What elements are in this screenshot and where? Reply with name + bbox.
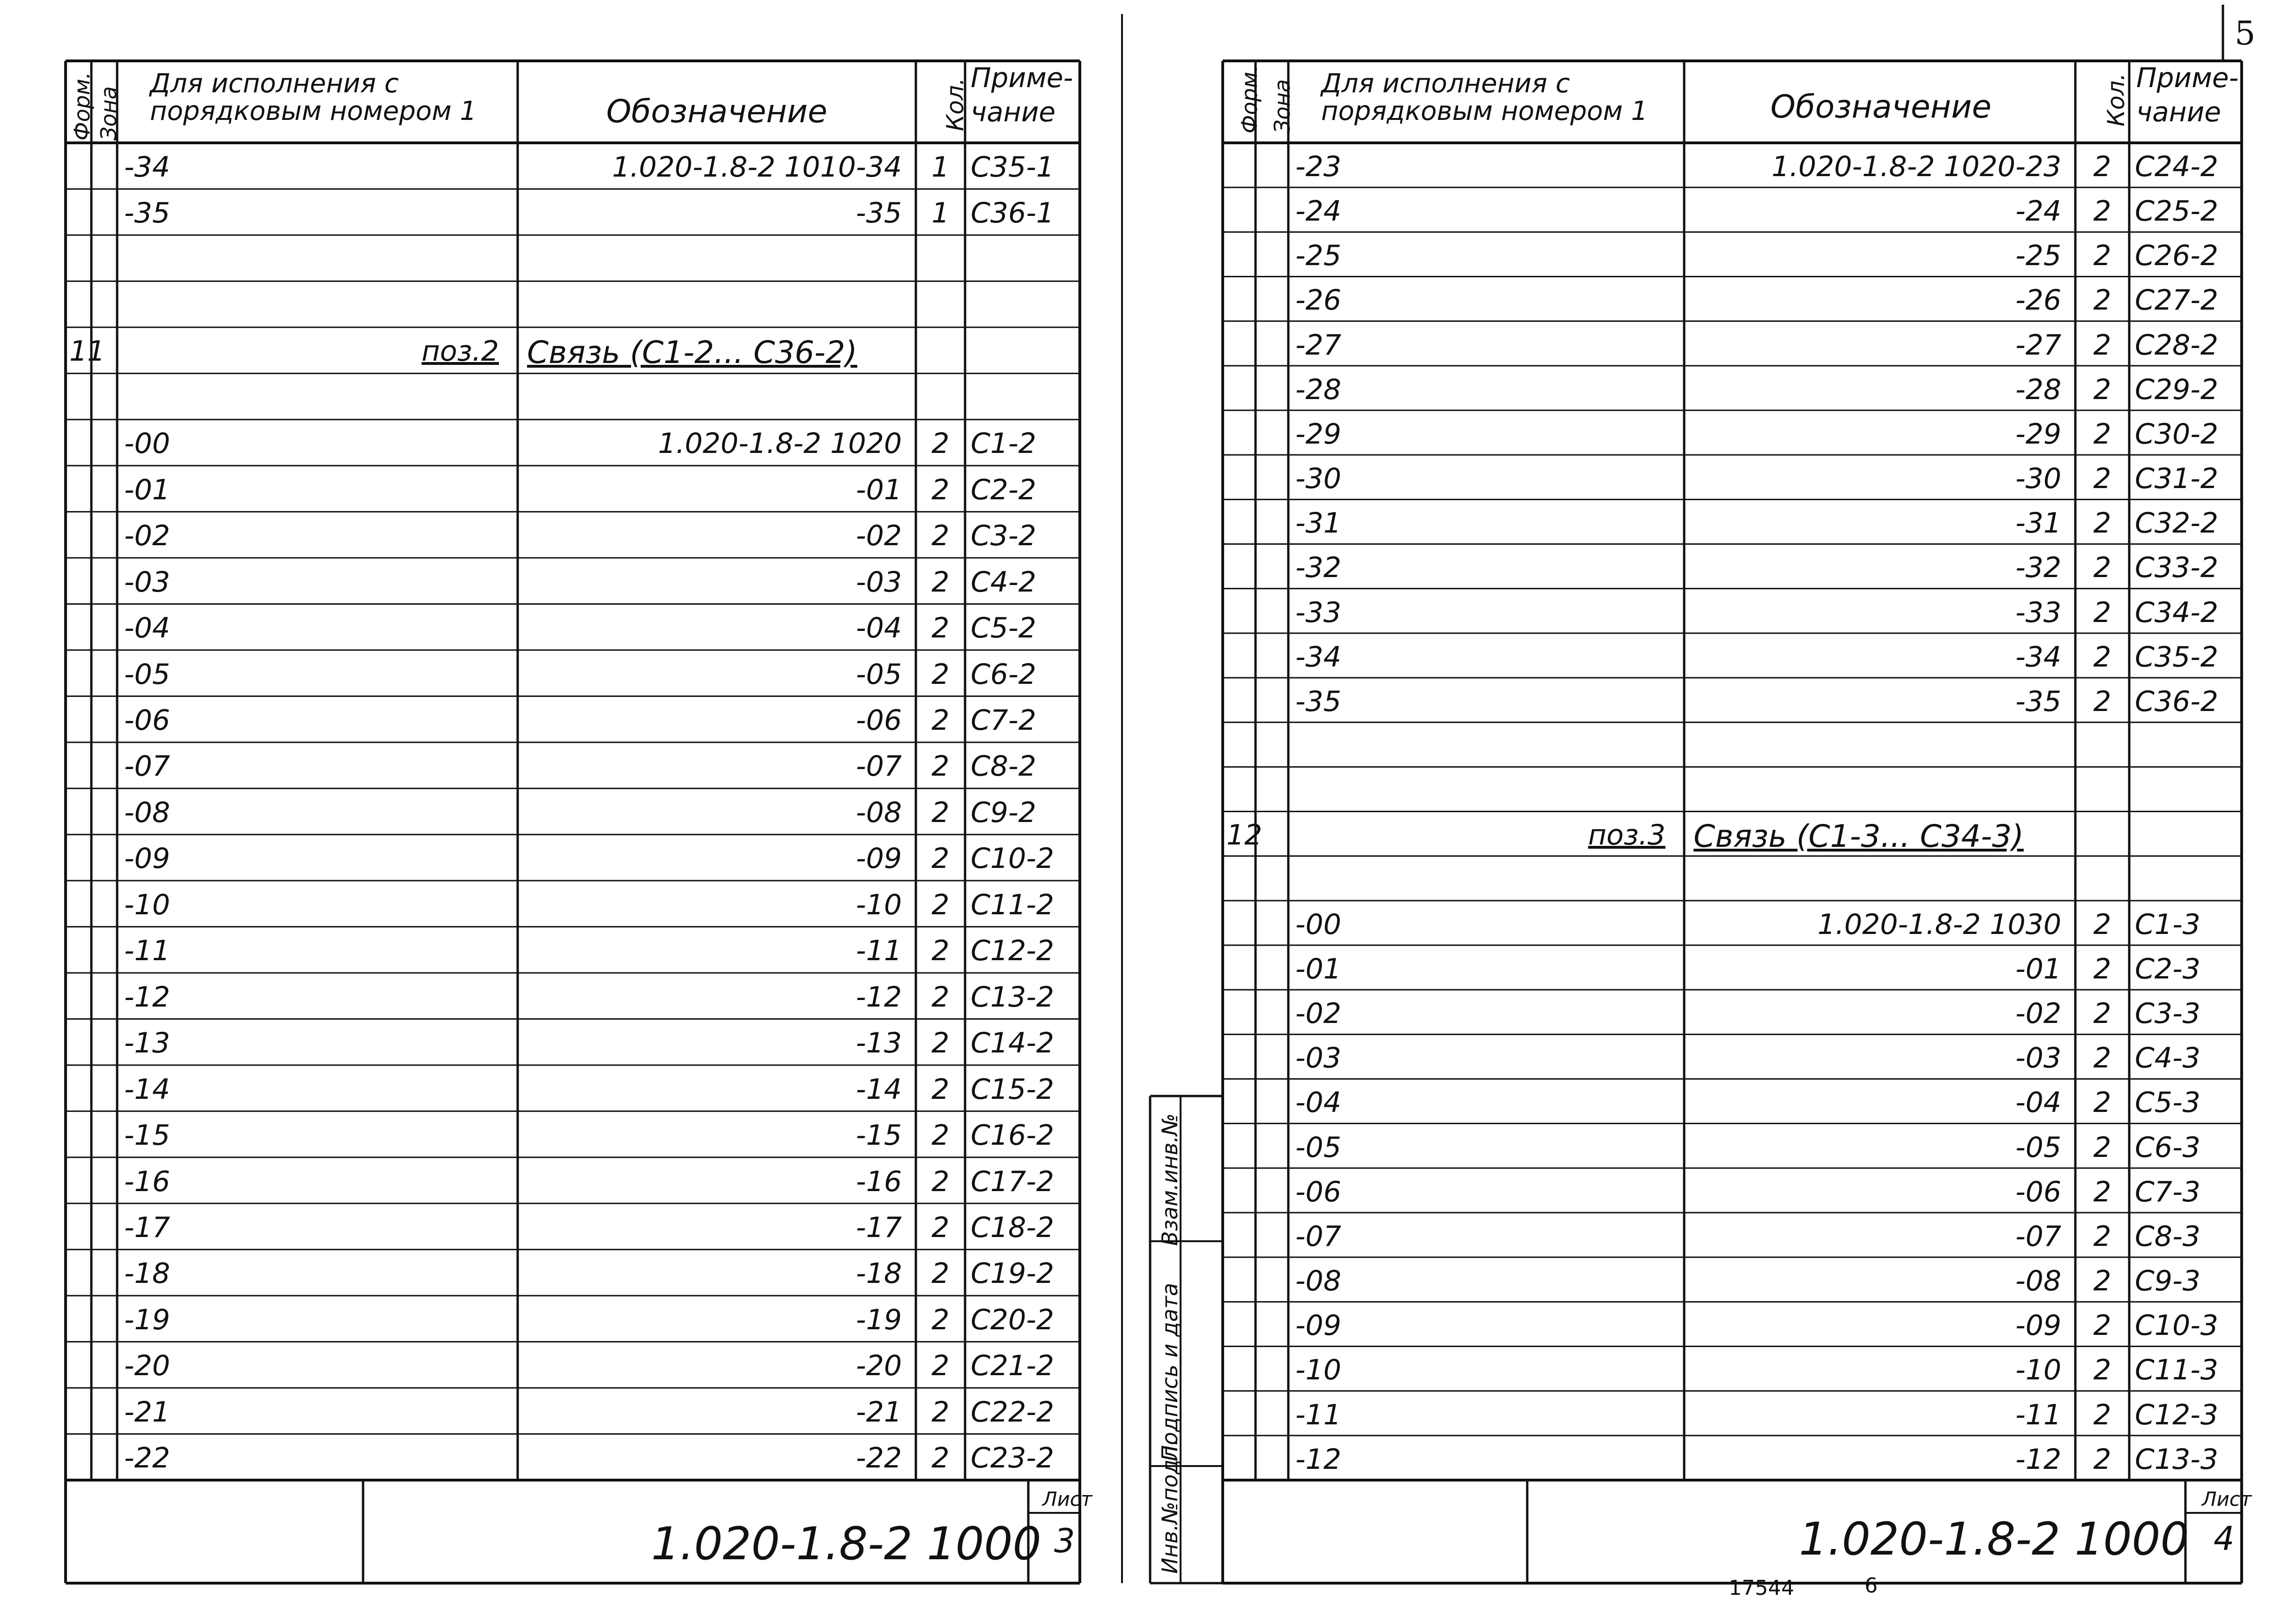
row-variant: -11: [1295, 1398, 1341, 1431]
row-quantity: 2: [2093, 1131, 2111, 1164]
row-note: С24-2: [2135, 150, 2219, 183]
row-position: поз.3: [1588, 819, 1665, 852]
row-designation: -02: [2015, 997, 2061, 1030]
row-quantity: 2: [2093, 551, 2111, 585]
row-note: С20-2: [971, 1303, 1055, 1336]
row-designation: -33: [2015, 596, 2061, 629]
header-note: Приме- чание: [971, 62, 1073, 128]
row-quantity: 2: [931, 842, 950, 875]
row-designation: -04: [2015, 1086, 2061, 1119]
row-designation: -35: [856, 197, 902, 230]
row-variant: -08: [1295, 1265, 1341, 1298]
row-note: С36-2: [2135, 685, 2219, 718]
row-variant: -27: [1295, 328, 1341, 362]
row-quantity: 2: [931, 427, 950, 460]
row-note: С31-2: [2135, 462, 2219, 496]
row-note: С5-3: [2135, 1086, 2200, 1119]
row-note: С6-3: [2135, 1131, 2200, 1164]
row-quantity: 2: [931, 1303, 950, 1336]
row-variant: -31: [1295, 507, 1341, 540]
row-note: С16-2: [971, 1119, 1055, 1152]
row-designation: -32: [2015, 551, 2061, 585]
row-quantity: 2: [931, 980, 950, 1014]
row-designation: -21: [856, 1395, 902, 1429]
row-quantity: 2: [931, 1119, 950, 1152]
row-designation: -20: [856, 1349, 902, 1383]
row-note: С21-2: [971, 1349, 1055, 1383]
row-variant: -01: [124, 473, 170, 506]
row-designation: -19: [856, 1303, 902, 1336]
row-variant: -21: [124, 1395, 170, 1429]
row-note: С9-2: [971, 796, 1036, 829]
row-variant: -00: [124, 427, 170, 460]
row-designation: -09: [2015, 1309, 2061, 1342]
sheet-number-left: 3: [1054, 1522, 1075, 1560]
row-variant: -09: [124, 842, 170, 875]
row-quantity: 2: [2093, 952, 2111, 985]
row-note: С3-3: [2135, 997, 2200, 1030]
row-designation: -01: [2015, 952, 2061, 985]
row-quantity: 2: [2093, 1309, 2111, 1342]
row-variant: -32: [1295, 551, 1341, 585]
side-stamp-sign-date: Подпись и дата: [1157, 1282, 1182, 1461]
row-note: С30-2: [2135, 417, 2219, 451]
row-designation: -14: [856, 1073, 902, 1106]
row-variant: -00: [1295, 908, 1341, 941]
row-designation: -31: [2015, 507, 2061, 540]
row-designation: -03: [856, 565, 902, 599]
row-note: С18-2: [971, 1211, 1055, 1244]
row-note: С29-2: [2135, 373, 2219, 406]
row-designation: -27: [2015, 328, 2061, 362]
row-variant: -14: [124, 1073, 170, 1106]
row-note: С2-2: [971, 473, 1036, 506]
header-form: Форм.: [69, 72, 95, 141]
row-variant: -03: [124, 565, 170, 599]
row-variant: -34: [124, 150, 170, 184]
row-designation: -17: [856, 1211, 902, 1244]
row-note: С14-2: [971, 1027, 1055, 1060]
row-variant: -07: [124, 750, 170, 783]
row-designation: -06: [856, 704, 902, 737]
row-quantity: 2: [2093, 640, 2111, 674]
row-quantity: 2: [931, 565, 950, 599]
row-variant: -13: [124, 1027, 170, 1060]
row-note: С36-1: [971, 197, 1055, 230]
row-variant: -23: [1295, 150, 1341, 183]
row-quantity: 2: [2093, 1086, 2111, 1119]
row-variant: -02: [124, 519, 170, 553]
sheet-number-right: 4: [2214, 1519, 2235, 1558]
row-designation: -16: [856, 1165, 902, 1198]
row-variant: -03: [1295, 1042, 1341, 1075]
row-note: С12-3: [2135, 1398, 2219, 1431]
row-quantity: 2: [931, 750, 950, 783]
row-quantity: 2: [2093, 150, 2111, 183]
row-note: С19-2: [971, 1257, 1055, 1290]
row-note: С1-3: [2135, 908, 2200, 941]
row-designation: -30: [2015, 462, 2061, 496]
footer-code-right: 1.020-1.8-2 1000: [1799, 1513, 2189, 1565]
row-quantity: 2: [2093, 908, 2111, 941]
row-variant: -22: [124, 1442, 170, 1475]
row-note: С17-2: [971, 1165, 1055, 1198]
row-designation: -06: [2015, 1175, 2061, 1208]
row-variant: -25: [1295, 239, 1341, 273]
row-designation: -11: [2015, 1398, 2061, 1431]
row-note: С32-2: [2135, 507, 2219, 540]
row-note: С1-2: [971, 427, 1036, 460]
row-designation: 1.020-1.8-2 1030: [1817, 908, 2061, 941]
row-designation: -22: [856, 1442, 902, 1475]
copy-number: 6: [1865, 1574, 1878, 1598]
row-quantity: 2: [931, 934, 950, 968]
row-note: С4-3: [2135, 1042, 2200, 1075]
row-designation: 1.020-1.8-2 1020-23: [1771, 150, 2061, 183]
row-designation: -29: [2015, 417, 2061, 451]
row-quantity: 2: [2093, 1265, 2111, 1298]
row-variant: -35: [124, 197, 170, 230]
row-quantity: 2: [2093, 1354, 2111, 1387]
row-note: С7-2: [971, 704, 1036, 737]
row-note: С23-2: [971, 1442, 1055, 1475]
row-note: С9-3: [2135, 1265, 2200, 1298]
row-variant: -02: [1295, 997, 1341, 1030]
row-quantity: 2: [2093, 373, 2111, 406]
row-quantity: 2: [931, 1395, 950, 1429]
row-designation: -07: [2015, 1220, 2061, 1253]
row-designation: -09: [856, 842, 902, 875]
row-variant: -17: [124, 1211, 170, 1244]
row-note: С3-2: [971, 519, 1036, 553]
row-note: С27-2: [2135, 284, 2219, 317]
row-note: С11-3: [2135, 1354, 2219, 1387]
row-designation: -12: [856, 980, 902, 1014]
row-note: С2-3: [2135, 952, 2200, 985]
row-variant: -11: [124, 934, 170, 968]
row-designation: Связь (С1-2... С36-2): [527, 334, 857, 371]
row-note: С13-3: [2135, 1443, 2219, 1476]
row-note: С15-2: [971, 1073, 1055, 1106]
row-designation: -15: [856, 1119, 902, 1152]
row-variant: -06: [1295, 1175, 1341, 1208]
row-variant: -04: [124, 612, 170, 645]
row-variant: -19: [124, 1303, 170, 1336]
header-note: Приме- чание: [2136, 62, 2239, 128]
side-stamp-inv-orig: Инв.№подл.: [1157, 1438, 1182, 1574]
row-designation: Связь (С1-3... С34-3): [1694, 818, 2024, 855]
row-designation: -04: [856, 612, 902, 645]
header-variant: Для исполнения с порядковым номером 1: [150, 68, 477, 126]
row-quantity: 2: [2093, 462, 2111, 496]
row-quantity: 2: [2093, 284, 2111, 317]
row-designation: -18: [856, 1257, 902, 1290]
row-designation: -25: [2015, 239, 2061, 273]
row-note: С13-2: [971, 980, 1055, 1014]
row-note: С7-3: [2135, 1175, 2200, 1208]
row-quantity: 2: [931, 612, 950, 645]
row-note: С6-2: [971, 658, 1036, 691]
row-quantity: 2: [2093, 596, 2111, 629]
row-variant: -07: [1295, 1220, 1341, 1253]
header-designation: Обозначение: [1770, 89, 1991, 126]
header-variant: Для исполнения с порядковым номером 1: [1321, 68, 1648, 126]
row-note: С8-3: [2135, 1220, 2200, 1253]
row-note: С22-2: [971, 1395, 1055, 1429]
row-quantity: 2: [2093, 507, 2111, 540]
row-note: С28-2: [2135, 328, 2219, 362]
row-designation: 1.020-1.8-2 1010-34: [612, 150, 902, 184]
sheet-label-right: Лист: [2202, 1488, 2252, 1511]
row-designation: -05: [856, 658, 902, 691]
row-designation: -08: [2015, 1265, 2061, 1298]
page-number: 5: [2235, 14, 2256, 52]
row-variant: -18: [124, 1257, 170, 1290]
row-note: С34-2: [2135, 596, 2219, 629]
footer-code-left: 1.020-1.8-2 1000: [651, 1518, 1041, 1570]
header-qty: Кол.: [2103, 73, 2130, 126]
row-quantity: 2: [931, 1349, 950, 1383]
row-designation: -12: [2015, 1443, 2061, 1476]
row-quantity: 2: [931, 1442, 950, 1475]
row-quantity: 1: [931, 150, 950, 184]
row-designation: -13: [856, 1027, 902, 1060]
row-note: С8-2: [971, 750, 1036, 783]
row-quantity: 2: [2093, 1443, 2111, 1476]
row-designation: -07: [856, 750, 902, 783]
row-note: С10-3: [2135, 1309, 2219, 1342]
row-designation: -24: [2015, 195, 2061, 228]
row-note: С35-1: [971, 150, 1055, 184]
row-form-number: 11: [69, 335, 105, 368]
row-variant: -20: [124, 1349, 170, 1383]
row-variant: -29: [1295, 417, 1341, 451]
row-designation: -02: [856, 519, 902, 553]
row-variant: -12: [1295, 1443, 1341, 1476]
row-form-number: 12: [1226, 819, 1263, 852]
row-quantity: 2: [931, 658, 950, 691]
row-designation: -11: [856, 934, 902, 968]
row-quantity: 2: [931, 704, 950, 737]
row-variant: -06: [124, 704, 170, 737]
row-variant: -08: [124, 796, 170, 829]
row-quantity: 2: [2093, 417, 2111, 451]
row-variant: -28: [1295, 373, 1341, 406]
row-designation: -28: [2015, 373, 2061, 406]
row-quantity: 2: [2093, 685, 2111, 718]
row-variant: -33: [1295, 596, 1341, 629]
row-quantity: 2: [931, 1257, 950, 1290]
row-note: С5-2: [971, 612, 1036, 645]
row-quantity: 2: [2093, 328, 2111, 362]
row-variant: -09: [1295, 1309, 1341, 1342]
row-position: поз.2: [421, 335, 499, 368]
row-quantity: 2: [2093, 1042, 2111, 1075]
row-designation: -34: [2015, 640, 2061, 674]
row-note: С4-2: [971, 565, 1036, 599]
row-designation: -10: [856, 888, 902, 921]
row-variant: -05: [1295, 1131, 1341, 1164]
row-designation: 1.020-1.8-2 1020: [658, 427, 902, 460]
row-quantity: 2: [931, 1073, 950, 1106]
row-quantity: 2: [931, 473, 950, 506]
row-quantity: 2: [2093, 195, 2111, 228]
sheet-label-left: Лист: [1042, 1488, 1092, 1511]
row-variant: -35: [1295, 685, 1341, 718]
row-quantity: 2: [931, 796, 950, 829]
row-note: С10-2: [971, 842, 1055, 875]
row-quantity: 2: [2093, 239, 2111, 273]
row-note: С12-2: [971, 934, 1055, 968]
row-designation: -01: [856, 473, 902, 506]
row-designation: -08: [856, 796, 902, 829]
row-quantity: 2: [931, 1027, 950, 1060]
row-quantity: 2: [2093, 1175, 2111, 1208]
row-variant: -16: [124, 1165, 170, 1198]
row-quantity: 1: [931, 197, 950, 230]
row-note: С26-2: [2135, 239, 2219, 273]
row-quantity: 2: [931, 519, 950, 553]
row-quantity: 2: [2093, 1398, 2111, 1431]
header-form: Форм.: [1237, 65, 1262, 133]
side-stamp-replace-inv: Взам.инв.№: [1157, 1113, 1182, 1246]
row-note: С35-2: [2135, 640, 2219, 674]
row-note: С25-2: [2135, 195, 2219, 228]
row-quantity: 2: [931, 888, 950, 921]
row-quantity: 2: [931, 1211, 950, 1244]
row-designation: -35: [2015, 685, 2061, 718]
row-variant: -10: [1295, 1354, 1341, 1387]
row-variant: -05: [124, 658, 170, 691]
row-variant: -24: [1295, 195, 1341, 228]
header-zone: Зона: [96, 86, 121, 141]
row-variant: -04: [1295, 1086, 1341, 1119]
header-designation: Обозначение: [606, 93, 827, 130]
row-variant: -01: [1295, 952, 1341, 985]
row-variant: -30: [1295, 462, 1341, 496]
row-variant: -12: [124, 980, 170, 1014]
row-designation: -26: [2015, 284, 2061, 317]
row-quantity: 2: [2093, 1220, 2111, 1253]
row-variant: -26: [1295, 284, 1341, 317]
row-quantity: 2: [931, 1165, 950, 1198]
row-quantity: 2: [2093, 997, 2111, 1030]
row-variant: -15: [124, 1119, 170, 1152]
row-designation: -05: [2015, 1131, 2061, 1164]
row-variant: -34: [1295, 640, 1341, 674]
row-note: С11-2: [971, 888, 1055, 921]
row-designation: -03: [2015, 1042, 2061, 1075]
header-qty: Кол.: [942, 78, 969, 131]
archive-number: 17544: [1729, 1576, 1794, 1600]
row-variant: -10: [124, 888, 170, 921]
header-zone: Зона: [1270, 79, 1295, 133]
row-designation: -10: [2015, 1354, 2061, 1387]
row-note: С33-2: [2135, 551, 2219, 585]
